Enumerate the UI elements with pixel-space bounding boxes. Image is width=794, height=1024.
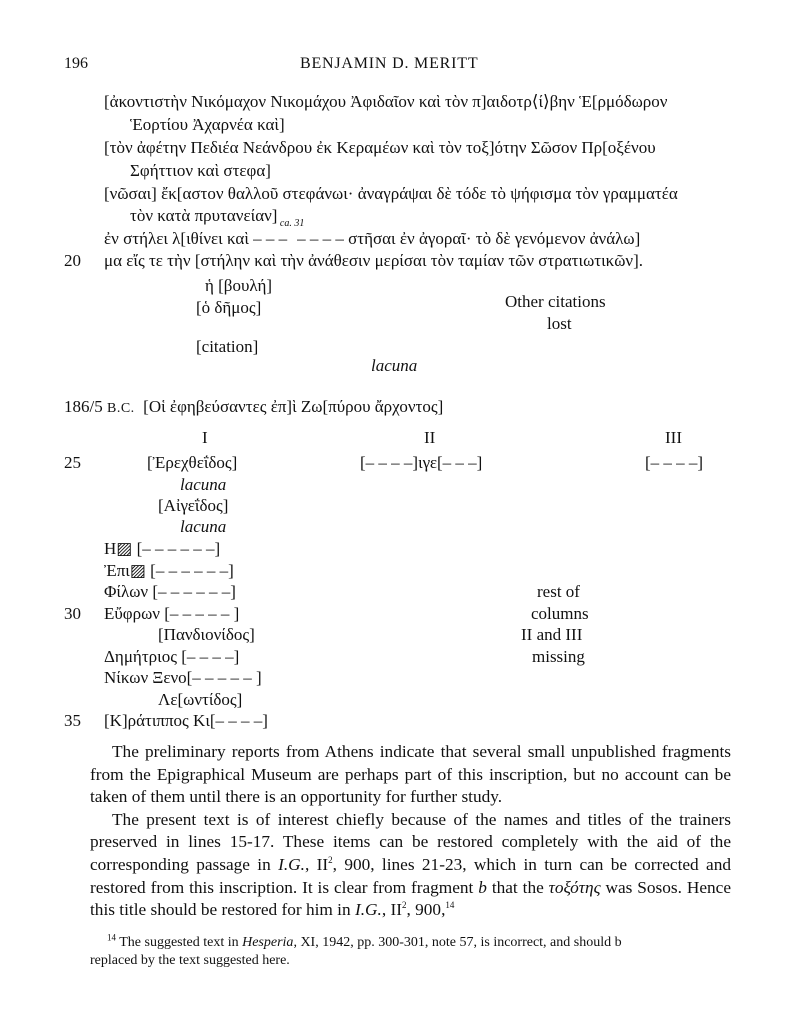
lacuna-note: lacuna <box>180 475 227 494</box>
lacuna-note: lacuna <box>180 517 227 536</box>
inscription-line: Ἑορτίου Ἀχαρνέα καὶ] <box>130 115 285 134</box>
inscription-line: [νῶσαι] ἔκ[αστον θαλλοῦ στεφάνωι· ἀναγράψαι δὲ τόδε τὸ ψήφισμα τὸν γραμματέα <box>104 184 678 203</box>
body-text <box>90 741 731 922</box>
lacuna-estimate <box>279 218 305 247</box>
footnote-number: 14 <box>107 932 116 943</box>
line-number: 20 <box>64 251 81 270</box>
column-I-tribe: [Πανδιονίδος] <box>158 625 255 644</box>
citation-boule: ἡ [βουλή] <box>205 276 273 295</box>
inscription-line-pre: ἐν στήλει λ[ιθίνει καὶ – – – <box>104 229 288 248</box>
date: 186/5 <box>64 397 103 416</box>
name-entry: Η▨ [– – – – – –] <box>104 539 221 558</box>
footnote-ref: 14 <box>445 900 455 911</box>
page-number: 196 <box>64 55 88 72</box>
missing-note-line4: missing <box>532 647 585 666</box>
missing-note-line2: columns <box>531 604 589 623</box>
name-entry: [Κ]ράτιππος Κι[– – – –] <box>104 711 268 730</box>
footnote: $^{14}$ The suggested text in Hesperia, XI, 1942, pp. 300-301, note 57, is incorrect, and should b replaced by the text suggested here. <box>90 932 622 968</box>
line-number: 35 <box>64 711 81 730</box>
name-entry: Εὔφρων [– – – – – ] <box>104 604 240 623</box>
name-entry: Δημήτριος [– – – –] <box>104 647 240 666</box>
column-I-tribe: [Αἰγεΐδος] <box>158 496 229 515</box>
paragraph: The preliminary reports from Athens indicate that several small unpublished fragments from the Epigraphical Museum are perhaps part of this inscription, but no account can be taken of them until there is an opportunity for further study. <box>90 742 731 807</box>
column-heading-III: III <box>665 428 682 447</box>
column-II-entry: [– – – –]ιγε[– – –] <box>360 453 483 472</box>
heading-text: [Οἱ ἐφηβεύσαντες ἐπ]ὶ Ζω[πύρου ἄρχοντος] <box>143 397 444 416</box>
date-era: B.C. <box>106 401 135 416</box>
list-heading <box>64 398 443 416</box>
name-entry: Νίκων Ξενο[– – – – – ] <box>104 668 262 687</box>
paragraph: The present text is of interest chiefly because of the names and titles of the trainers preserved in lines 15-17. These items can be restored completely with the aid of the corresponding passage in I.G., $II^2$, 900, lines 21-23, which in turn can be corrected and restored from this inscription. It is clear from fragment b that the τοξότης was Sosos. Hence this title should be restored for him in I.G., $II^2$, 900,14 <box>90 809 731 920</box>
inscription-line: [τὸν ἀφέτην Πεδιέα Νεάνδρου ἐκ Κεραμέων καὶ τὸν τοξ]ότην Σῶσον Πρ[οξένου <box>104 138 656 157</box>
inscription-line: [ἀκοντιστὴν Νικόμαχον Νικομάχου Ἀφιδαῖον καὶ τὸν π]αιδοτρ⟨ί⟩βην Ἑ[ρμόδωρον <box>104 92 668 111</box>
line-number: 25 <box>64 453 81 472</box>
inscription-line: μα εἴς τε τὴν [στήλην καὶ τὴν ἀνάθεσιν μερίσαι τὸν ταμίαν τῶν στρατιωτικῶν]. <box>104 251 644 270</box>
name-entry: Φίλων [– – – – – –] <box>104 582 236 601</box>
other-citations-line2: lost <box>547 314 572 333</box>
inscription-line-post: – – – – στῆσαι ἐν ἀγοραῖ· τὸ δὲ γενόμενον ἀνάλω] <box>297 229 641 248</box>
citation-placeholder: [citation] <box>196 337 259 356</box>
column-heading-II: II <box>424 428 436 447</box>
other-citations-line1: Other citations <box>505 292 606 311</box>
inscription-line <box>104 218 641 248</box>
name-entry: Ἐπι▨ [– – – – – –] <box>104 561 234 580</box>
lacuna-estimate-label: ca. 31 <box>279 218 305 229</box>
citation-demos: [ὁ δῆμος] <box>196 298 262 317</box>
inscription-line: Σφήττιον καὶ στεφα] <box>130 161 271 180</box>
lacuna-note: lacuna <box>371 356 418 375</box>
column-III-entry: [– – – –] <box>645 453 704 472</box>
line-number: 30 <box>64 604 81 623</box>
missing-note-line1: rest of <box>537 582 580 601</box>
column-heading-I: I <box>202 428 208 447</box>
column-I-tribe: Λε[ωντίδος] <box>158 690 243 709</box>
running-title: BENJAMIN D. MERITT <box>300 55 479 72</box>
missing-note-line3: II and III <box>521 625 583 644</box>
inscription-line: τὸν κατὰ πρυτανείαν] <box>130 206 278 225</box>
column-I-tribe: [Ἐρεχθεΐδος] <box>147 453 238 472</box>
